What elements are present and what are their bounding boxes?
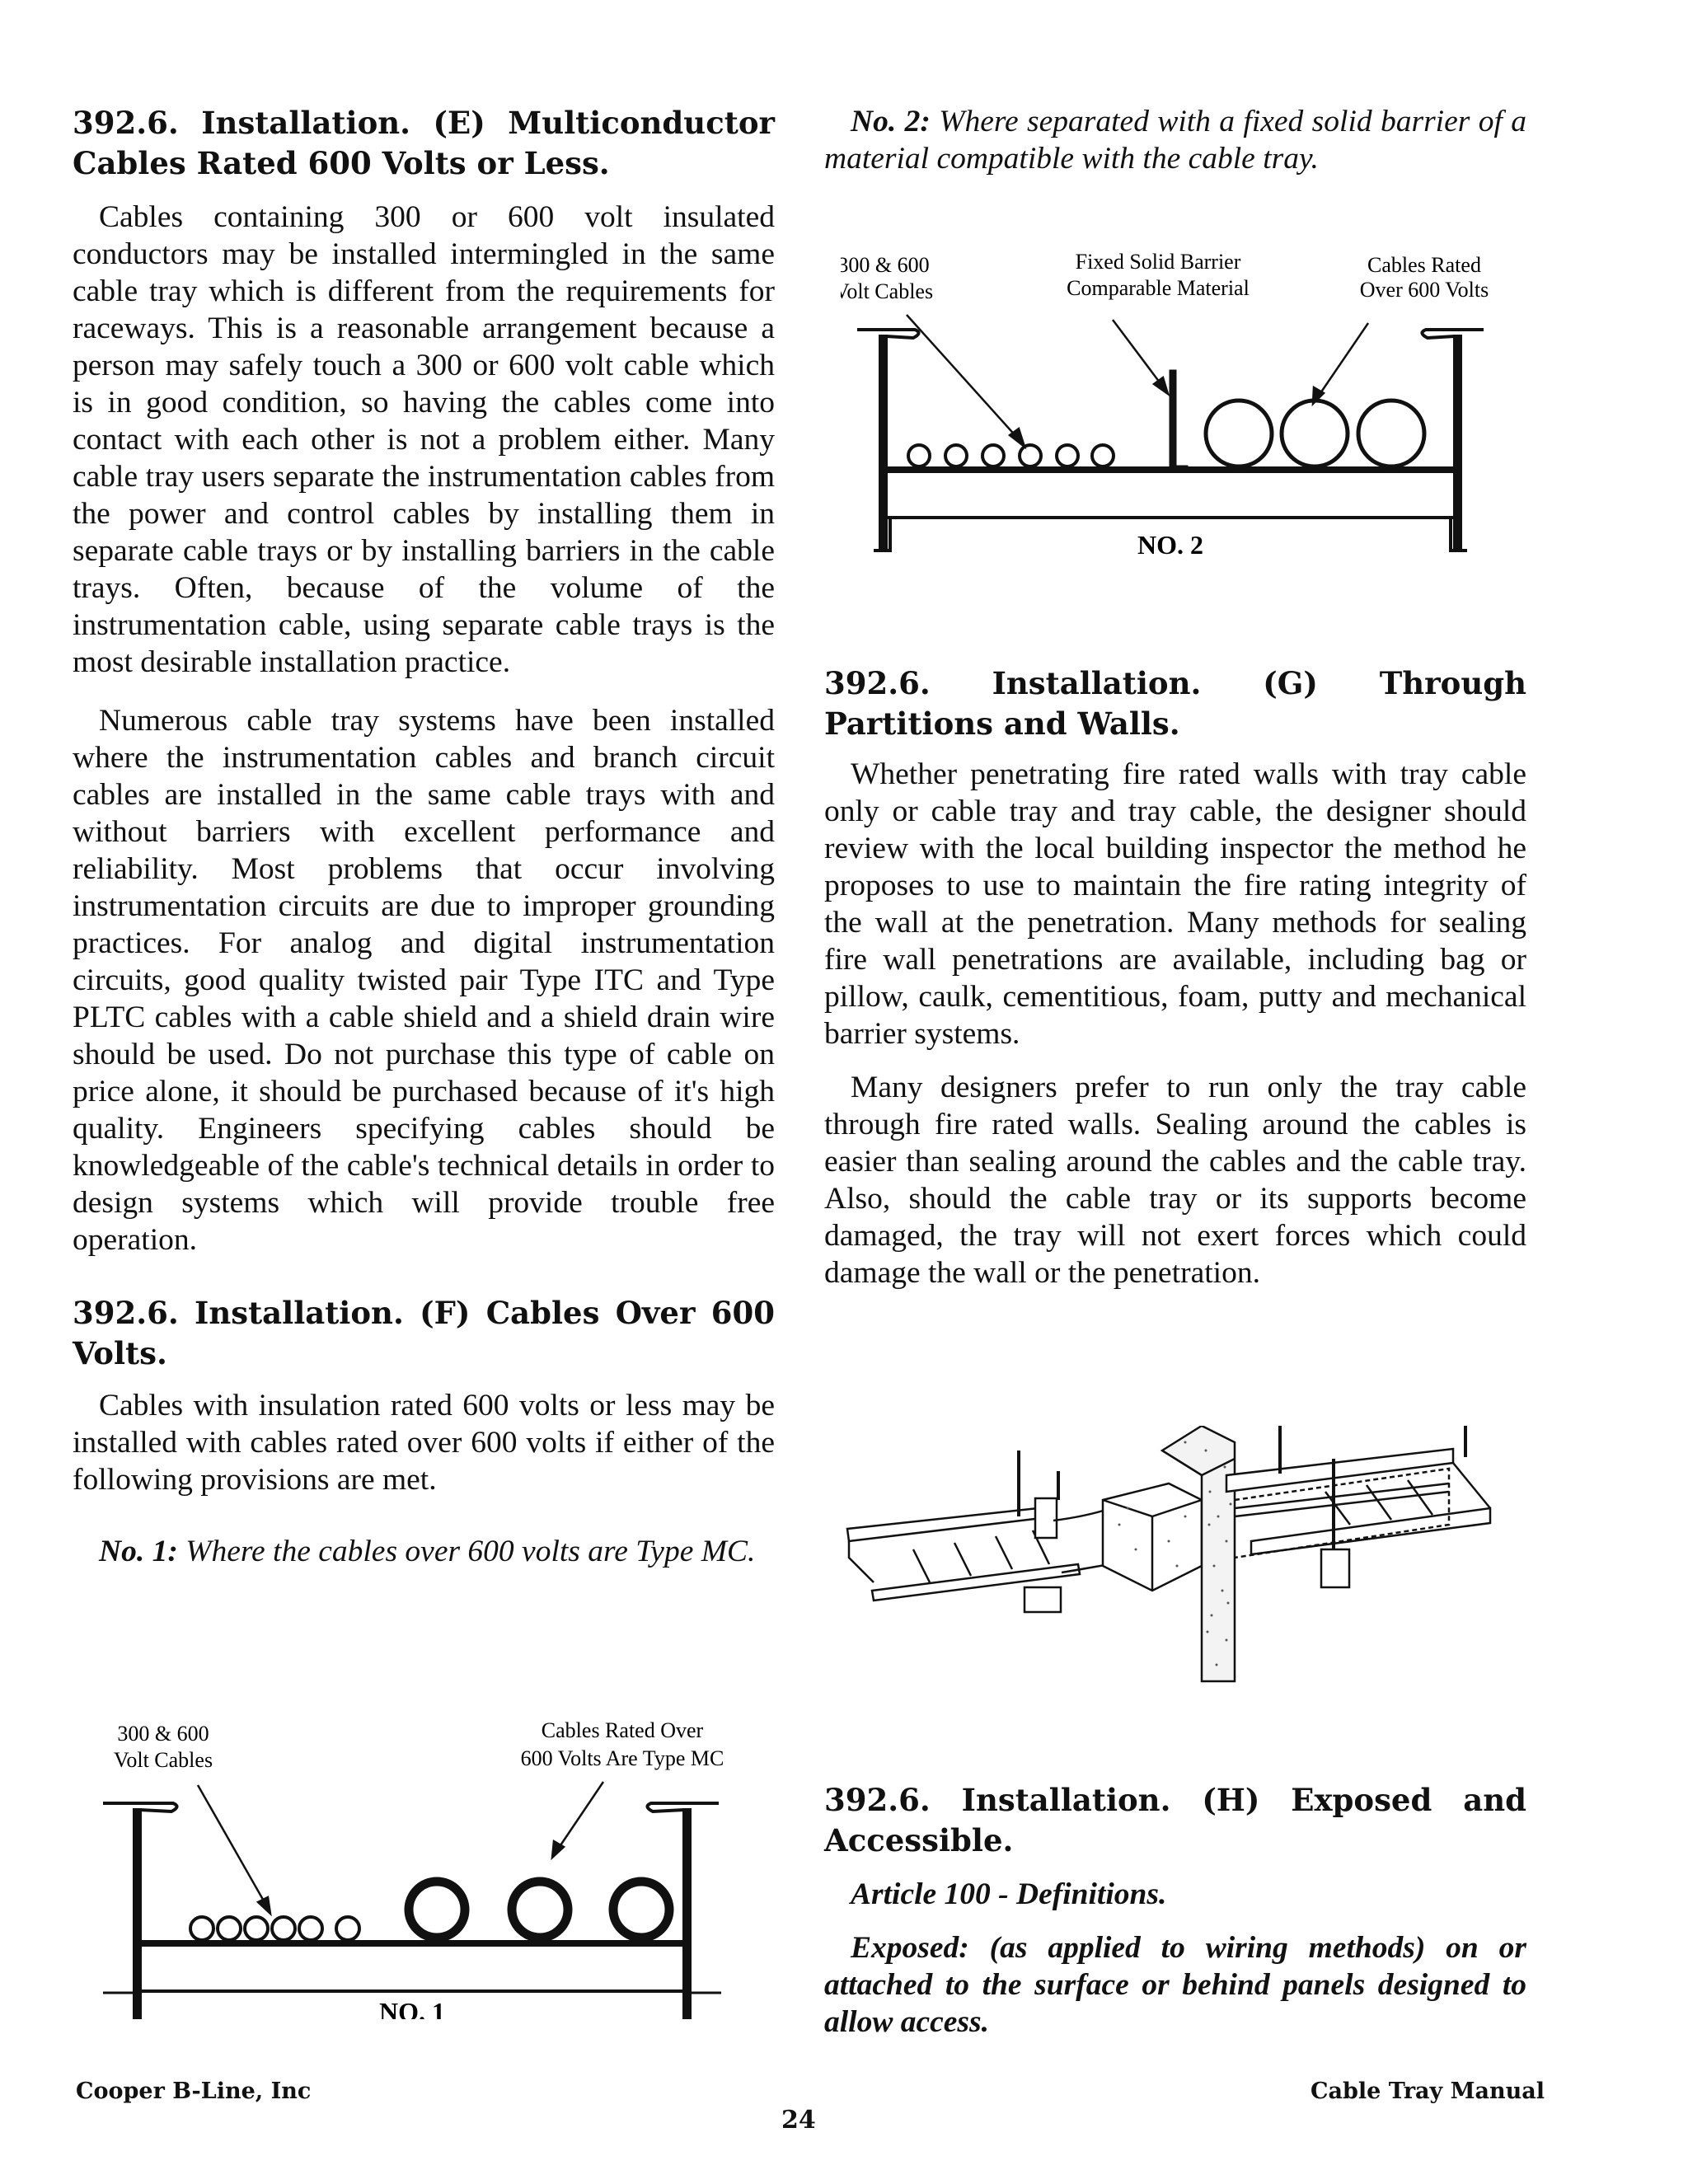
figure-no1-leaders xyxy=(198,1782,603,1914)
figure-no2-small-cables xyxy=(908,445,1114,466)
figure-no2-right-label-2: Over 600 Volts xyxy=(1359,278,1489,302)
right-column xyxy=(824,103,1526,177)
section-g-heading: 392.6. Installation. (G) Through Partitions and Walls. xyxy=(824,665,1526,742)
figure-no2-caption: NO. 2 xyxy=(1137,530,1203,560)
figure-no1-right-label-1: Cables Rated Over xyxy=(541,1718,704,1742)
figure-wall-penetration xyxy=(839,1426,1523,1694)
section-e-paragraph-1: Cables containing 300 or 600 volt insulated conductors may be installed intermingled in the same cable tray which is different from the requirements for raceways. This is a reasonable arrangement because a person may safely touch a 300 or 600 volt cable which is in good condition, so having the cables come into contact with each other is not a problem either. Many cable tray users separate the instrumentation cables from the power and control cables by installing them in separate cable trays or by installing barriers in the cable trays. Often, because of the volume of the instrumentation cable, using separate cable trays is the most desirable installation practice. xyxy=(73,200,775,679)
section-e-heading: 392.6. Installation. (E) Multiconductor Cables Rated 600 Volts or Less. xyxy=(73,105,775,181)
figure-no1-left-label-2: Volt Cables xyxy=(113,1748,213,1772)
figure-no2-drawing xyxy=(841,247,1517,577)
figure-no2-barrier xyxy=(1170,371,1187,470)
figure-no2-large-cables xyxy=(1206,401,1424,466)
figure-no1-small-cables xyxy=(190,1917,359,1940)
figure-no1-drawing xyxy=(91,1714,750,2019)
provision-no2 xyxy=(824,103,1526,177)
section-g-paragraph-2: Many designers prefer to run only the tray cable through fire rated walls. Sealing around the cables is easier than sealing around the cables and the cable tray. Also, should the cable tray or its supports become damaged, the tray will not exert forces which could damage the wall or the penetration. xyxy=(824,1071,1526,1290)
figure-no2-left-label-1: 300 & 600 xyxy=(841,253,930,277)
page-number: 24 xyxy=(781,2106,816,2135)
figure-no1-right-label-2: 600 Volts Are Type MC xyxy=(520,1746,724,1770)
footer-company: Cooper B-Line, Inc xyxy=(76,2079,312,2104)
provision-no1 xyxy=(73,1533,775,1570)
figure-no1-left-label-1: 300 & 600 xyxy=(117,1722,209,1746)
exposed-definition: Exposed: (as applied to wiring methods) on or attached to the surface or behind panels designed to allow access. xyxy=(824,1931,1526,2039)
figure-no2-leaders xyxy=(907,315,1368,447)
section-g xyxy=(824,663,1526,1291)
left-column xyxy=(73,103,775,1570)
provision-no2-label: No. 2: xyxy=(851,105,931,138)
provision-no1-text: Where the cables over 600 volts are Type MC. xyxy=(185,1535,756,1568)
section-e-paragraph-2: Numerous cable tray systems have been installed where the instrumentation cables and branch circuit cables are installed in the same cable trays with and without barriers with excellent performance and reliability. Most problems that occur involving instrumentation circuits are due to improper grounding practices. For analog and digital instrumentation circuits, good quality twisted pair Type ITC and Type PLTC cables with a cable shield and a shield drain wire should be used. Do not purchase this type of cable on price alone, it should be purchased because of it's high quality. Engineers specifying cables should be knowledgeable of the cable's technical details in order to design systems which will provide trouble free operation. xyxy=(73,704,775,1257)
figure-no2-left-label-2: Volt Cables xyxy=(841,279,934,303)
article-100-title: Article 100 - Definitions. xyxy=(851,1877,1167,1911)
provision-no2-text: Where separated with a fixed solid barrier of a material compatible with the cable tray. xyxy=(824,105,1526,176)
section-h xyxy=(824,1780,1526,2041)
figure-no2 xyxy=(841,247,1517,581)
provision-no1-label: No. 1: xyxy=(99,1535,178,1568)
section-f-paragraph-1: Cables with insulation rated 600 volts or less may be installed with cables rated over 600 volts if either of the following provisions are met. xyxy=(73,1389,775,1497)
figure-no1-caption: NO. 1 xyxy=(379,1997,445,2019)
figure-no2-right-label-1: Cables Rated xyxy=(1367,253,1481,277)
figure-no1 xyxy=(91,1714,750,2023)
figure-no2-mid-label-2: Comparable Material xyxy=(1067,276,1250,300)
section-g-paragraph-1: Whether penetrating fire rated walls with tray cable only or cable tray and tray cable, the designer should review with the local building inspector the method he proposes to use to maintain the fire rating integrity of the wall at the penetration. Many methods for sealing fire wall penetrations are available, including bag or pillow, caulk, cementitious, foam, putty and mechanical barrier systems. xyxy=(824,757,1526,1051)
wall-penetration-drawing xyxy=(839,1426,1523,1690)
figure-no2-mid-label-1: Fixed Solid Barrier xyxy=(1075,250,1241,274)
section-h-heading: 392.6. Installation. (H) Exposed and Accessible. xyxy=(824,1782,1526,1858)
footer-manual-title: Cable Tray Manual xyxy=(1311,2079,1545,2104)
figure-no1-large-cables xyxy=(409,1882,669,1938)
section-f-heading: 392.6. Installation. (F) Cables Over 600 Volts. xyxy=(73,1295,775,1371)
